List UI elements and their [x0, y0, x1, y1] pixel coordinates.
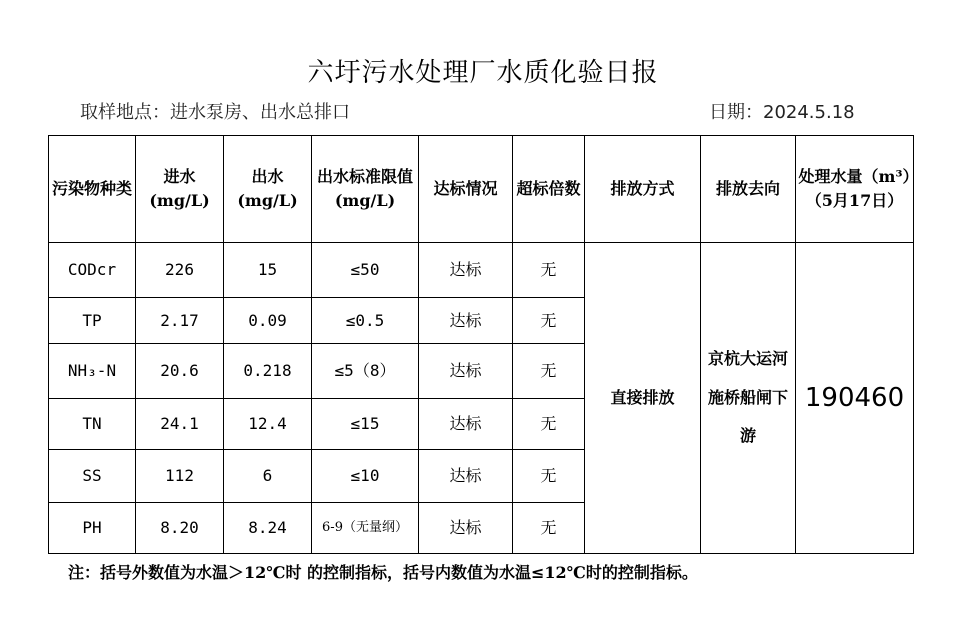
cell-inflow: 2.17 — [136, 298, 224, 344]
report-date: 日期：2024.5.18 — [709, 102, 855, 123]
cell-compliance: 达标 — [419, 503, 513, 554]
cell-limit: ≤50 — [312, 243, 419, 298]
cell-outflow: 0.09 — [224, 298, 312, 344]
cell-compliance: 达标 — [419, 298, 513, 344]
discharge-destination-cell: 京杭大运河施桥船闸下游 — [701, 243, 796, 554]
cell-outflow: 15 — [224, 243, 312, 298]
cell-pollutant: NH₃-N — [49, 344, 136, 399]
cell-compliance: 达标 — [419, 399, 513, 450]
cell-compliance: 达标 — [419, 243, 513, 298]
cell-exceed: 无 — [513, 450, 585, 503]
treated-volume-cell: 190460 — [796, 243, 914, 554]
sampling-location: 取样地点：进水泵房、出水总排口 — [80, 102, 350, 123]
cell-limit: ≤10 — [312, 450, 419, 503]
cell-pollutant: TP — [49, 298, 136, 344]
cell-inflow: 226 — [136, 243, 224, 298]
footnote: 注：括号外数值为水温＞12℃时 的控制指标，括号内数值为水温≤12℃时的控制指标。 — [68, 563, 698, 582]
header-limit: 出水标准限值(mg/L) — [312, 136, 419, 243]
cell-outflow: 6 — [224, 450, 312, 503]
cell-limit: ≤0.5 — [312, 298, 419, 344]
cell-exceed: 无 — [513, 344, 585, 399]
discharge-method-cell: 直接排放 — [585, 243, 701, 554]
header-outflow: 出水(mg/L) — [224, 136, 312, 243]
cell-pollutant: SS — [49, 450, 136, 503]
table-header-row — [49, 136, 914, 243]
cell-compliance: 达标 — [419, 450, 513, 503]
cell-pollutant: PH — [49, 503, 136, 554]
header-inflow: 进水(mg/L) — [136, 136, 224, 243]
cell-exceed: 无 — [513, 243, 585, 298]
table-row — [49, 243, 914, 298]
cell-inflow: 20.6 — [136, 344, 224, 399]
cell-compliance: 达标 — [419, 344, 513, 399]
header-exceed: 超标倍数 — [513, 136, 585, 243]
header-discharge-method: 排放方式 — [585, 136, 701, 243]
header-compliance: 达标情况 — [419, 136, 513, 243]
cell-outflow: 8.24 — [224, 503, 312, 554]
cell-limit: 6-9（无量纲） — [312, 503, 419, 554]
cell-inflow: 112 — [136, 450, 224, 503]
cell-exceed: 无 — [513, 298, 585, 344]
cell-pollutant: CODcr — [49, 243, 136, 298]
cell-pollutant: TN — [49, 399, 136, 450]
header-volume: 处理水量（m³）（5月17日） — [796, 136, 914, 243]
cell-limit: ≤15 — [312, 399, 419, 450]
cell-outflow: 0.218 — [224, 344, 312, 399]
report-title: 六圩污水处理厂水质化验日报 — [307, 58, 659, 88]
cell-inflow: 8.20 — [136, 503, 224, 554]
cell-exceed: 无 — [513, 399, 585, 450]
cell-exceed: 无 — [513, 503, 585, 554]
header-pollutant: 污染物种类 — [49, 136, 136, 243]
water-quality-table — [48, 135, 914, 554]
cell-outflow: 12.4 — [224, 399, 312, 450]
cell-inflow: 24.1 — [136, 399, 224, 450]
cell-limit: ≤5（8） — [312, 344, 419, 399]
header-discharge-dest: 排放去向 — [701, 136, 796, 243]
